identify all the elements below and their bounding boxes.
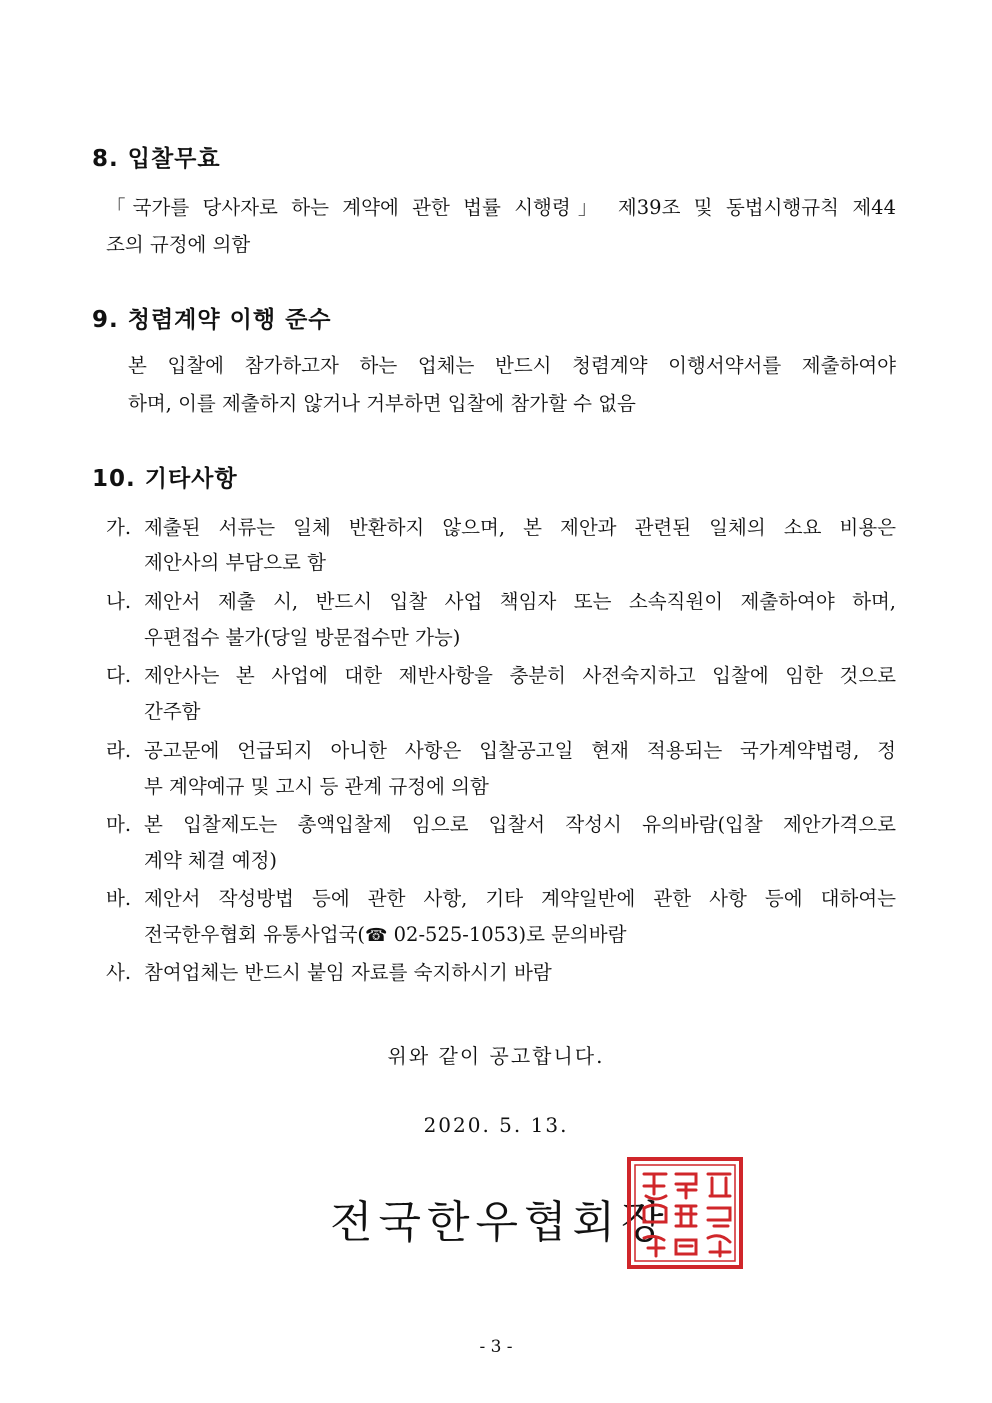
- list-item-line-2: 간주함: [144, 700, 201, 723]
- red-seal-stamp-icon: [626, 1156, 744, 1270]
- page-number: - 3 -: [479, 1337, 513, 1357]
- section-9-title: 9. 청렴계약 이행 준수: [92, 307, 332, 333]
- list-item-line-1: 제안서 작성방법 등에 관한 사항, 기타 계약일반에 관한 사항 등에 대하여는: [144, 887, 896, 910]
- list-item-line-2: 우편접수 불가(당일 방문접수만 가능): [144, 626, 461, 649]
- phone-icon: ☎: [365, 925, 388, 946]
- section-8-line-1: 「국가를 당사자로 하는 계약에 관한 법률 시행령」 제39조 및 동법시행규칙 제44: [106, 196, 896, 219]
- list-item-line-1: 제안사는 본 사업에 대한 제반사항을 충분히 사전숙지하고 입찰에 임한 것으로: [144, 664, 896, 687]
- list-item-marker: 사.: [106, 961, 132, 984]
- announcement-date: 2020. 5. 13.: [423, 1113, 569, 1137]
- closing-statement: 위와 같이 공고합니다.: [387, 1044, 605, 1068]
- organization-name: 전국한우협회장: [330, 1197, 670, 1248]
- list-item-marker: 가.: [106, 516, 132, 539]
- list-item-marker: 바.: [106, 887, 132, 910]
- list-item-marker: 마.: [106, 813, 132, 836]
- list-item-line-1: 제출된 서류는 일체 반환하지 않으며, 본 제안과 관련된 일체의 소요 비용은: [144, 516, 896, 539]
- list-item-line-2: 부 계약예규 및 고시 등 관계 규정에 의함: [144, 775, 489, 798]
- list-item-marker: 나.: [106, 590, 132, 613]
- list-item-marker: 다.: [106, 664, 132, 687]
- list-item-line-2: [144, 925, 626, 945]
- list-item-line-1: 참여업체는 반드시 붙임 자료를 숙지하시기 바람: [144, 961, 552, 984]
- list-item-marker: 라.: [106, 739, 132, 762]
- list-item-line-1: 본 입찰제도는 총액입찰제 임으로 입찰서 작성시 유의바람(입찰 제안가격으로: [144, 813, 896, 836]
- list-item-line-2: 제안사의 부담으로 함: [144, 551, 326, 574]
- section-9-line-1: 본 입찰에 참가하고자 하는 업체는 반드시 청렴계약 이행서약서를 제출하여야: [128, 354, 896, 377]
- section-8-line-2: 조의 규정에 의함: [106, 233, 251, 256]
- contact-phone: 02-525-1053)로 문의바람: [387, 923, 627, 946]
- list-item-line-2: 계약 체결 예정): [144, 849, 278, 872]
- section-9-line-2: 하며, 이를 제출하지 않거나 거부하면 입찰에 참가할 수 없음: [128, 392, 636, 415]
- section-10-title: 10. 기타사항: [92, 466, 238, 492]
- contact-prefix: 전국한우협회 유통사업국(: [144, 923, 366, 946]
- list-item-line-1: 제안서 제출 시, 반드시 입찰 사업 책임자 또는 소속직원이 제출하여야 하며,: [144, 590, 896, 613]
- list-item-line-1: 공고문에 언급되지 아니한 사항은 입찰공고일 현재 적용되는 국가계약법령, 정: [144, 739, 896, 762]
- section-8-title: 8. 입찰무효: [92, 146, 221, 172]
